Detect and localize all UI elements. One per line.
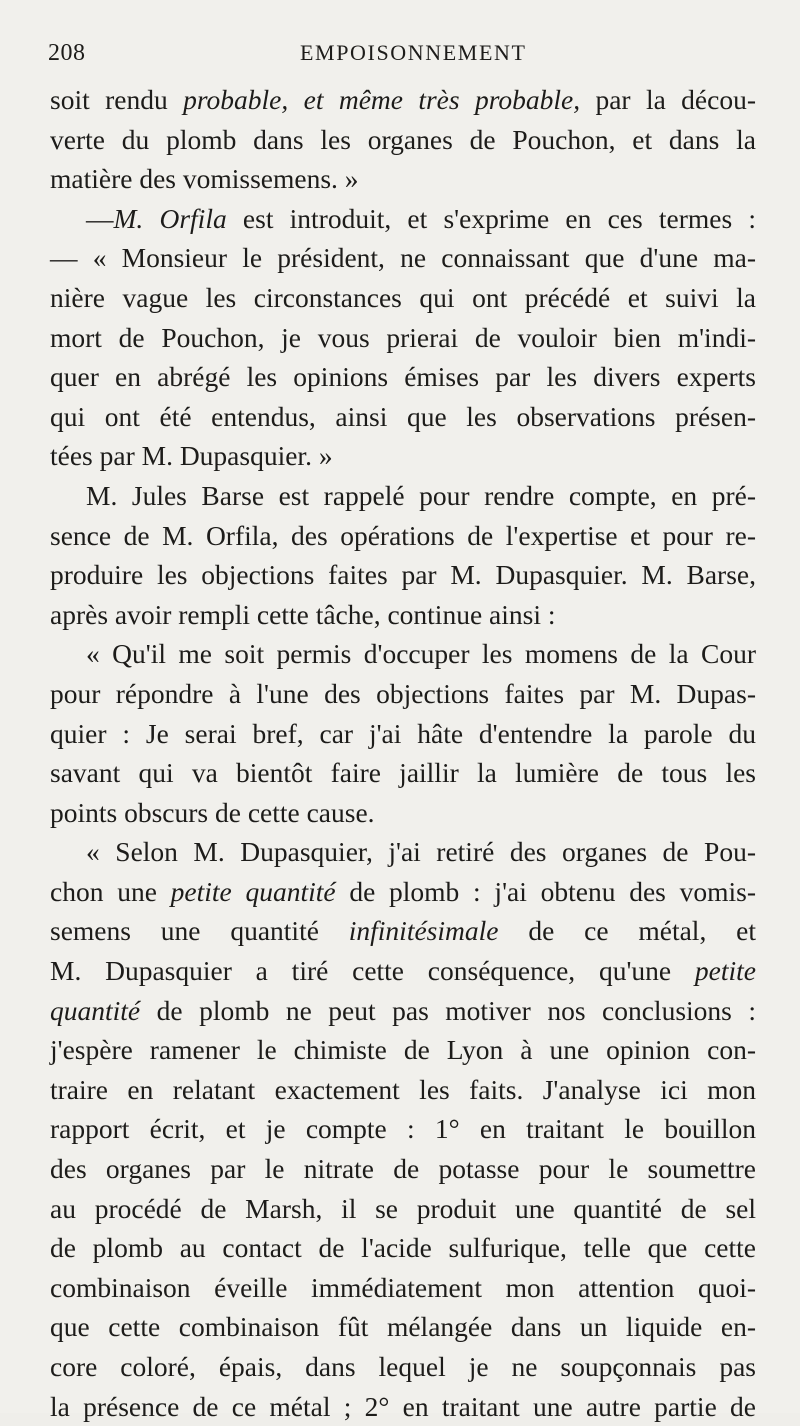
text-run: des organes par le nitrate de potasse pour le soumettre: [50, 1153, 756, 1185]
text-run: de plomb : j'ai obtenu des vomis-: [335, 875, 756, 907]
text-run: mort de Pouchon, je vous prierai de vouloir bien m'indi-: [50, 321, 756, 353]
text-run: tées par M. Dupasquier. »: [50, 440, 333, 472]
text-run: produire les objections faites par M. Dupasquier. M. Barse,: [50, 559, 756, 591]
text-line: [50, 238, 756, 278]
text-run: savant qui va bientôt faire jaillir la lumière de tous les: [50, 757, 756, 789]
text-run: « Qu'il me soit permis d'occuper les momens de la Cour: [86, 638, 756, 670]
text-line: [50, 951, 756, 991]
text-line: [50, 753, 756, 793]
text-run: matière des vomissemens. »: [50, 163, 359, 195]
italic-run: petite quantité: [170, 875, 336, 907]
text-run: traire en relatant exactement les faits. J'analyse ici mon: [50, 1073, 756, 1105]
text-line: [50, 318, 756, 358]
text-run: M. Dupasquier a tiré cette conséquence, qu'une: [50, 955, 695, 987]
text-run: que cette combinaison fût mélangée dans un liquide en-: [50, 1311, 756, 1343]
text-line: [50, 1070, 756, 1110]
text-line: [50, 634, 756, 674]
text-line: [50, 357, 756, 397]
text-run: qui ont été entendus, ainsi que les observations présen-: [50, 400, 756, 432]
text-run: nière vague les circonstances qui ont précédé et suivi la: [50, 281, 756, 313]
italic-run: quantité: [50, 994, 141, 1026]
text-run: sence de M. Orfila, des opérations de l'expertise et pour re-: [50, 519, 756, 551]
text-line: [50, 1030, 756, 1070]
text-run: de ce métal, et: [498, 915, 757, 947]
text-line: [50, 199, 756, 239]
text-line: [50, 120, 756, 160]
body-text: [50, 80, 756, 1426]
text-run: chon une: [50, 875, 171, 907]
text-run: après avoir rempli cette tâche, continue ainsi :: [50, 598, 556, 630]
text-line: [50, 1189, 756, 1229]
text-line: [50, 1347, 756, 1387]
text-line: [50, 516, 756, 556]
text-line: [50, 911, 756, 951]
text-run: j'espère ramener le chimiste de Lyon à une opinion con-: [50, 1034, 756, 1066]
italic-run: probable, et même très probable,: [183, 84, 581, 115]
text-run: la présence de ce métal ; 2° en traitant une autre partie de: [50, 1390, 756, 1422]
text-run: soit rendu: [50, 84, 184, 115]
text-run: — « Monsieur le président, ne connaissant que d'une ma-: [50, 242, 756, 274]
text-line: [50, 1228, 756, 1268]
text-run: core coloré, épais, dans lequel je ne soupçonnais pas: [50, 1351, 756, 1382]
text-run: quer en abrégé les opinions émises par les divers experts: [50, 361, 756, 393]
text-line: [50, 1268, 756, 1308]
text-line: [50, 555, 756, 595]
text-run: de plomb ne peut pas motiver nos conclusions :: [140, 994, 756, 1026]
text-line: [50, 1109, 756, 1149]
text-line: [50, 436, 756, 476]
text-line: [50, 1387, 756, 1426]
text-run: combinaison éveille immédiatement mon attention quoi-: [50, 1271, 756, 1303]
text-run: pour répondre à l'une des objections faites par M. Dupas-: [50, 677, 756, 709]
text-run: quier : Je serai bref, car j'ai hâte d'entendre la parole du: [50, 717, 756, 749]
text-run: semens une quantité: [50, 915, 349, 947]
text-line: [50, 595, 756, 635]
text-run: par la décou-: [580, 84, 756, 115]
text-line: [50, 714, 756, 754]
italic-run: petite: [694, 955, 756, 987]
running-head: EMPOISONNEMENT: [300, 40, 527, 65]
text-run: est introduit, et s'exprime en ces termes :: [226, 202, 757, 234]
text-run: rapport écrit, et je compte : 1° en traitant le bouillon: [50, 1113, 756, 1145]
text-line: [50, 476, 756, 516]
text-line: [50, 397, 756, 437]
text-run: verte du plomb dans les organes de Pouchon, et dans la: [50, 123, 756, 155]
text-line: [50, 872, 756, 912]
italic-run: M. Orfila: [113, 202, 227, 234]
text-run: M. Jules Barse est rappelé pour rendre compte, en pré-: [86, 479, 756, 511]
text-line: [50, 674, 756, 714]
text-run: points obscurs de cette cause.: [50, 796, 375, 828]
text-line: [50, 1307, 756, 1347]
text-line: [50, 793, 756, 833]
page-number: 208: [48, 40, 86, 66]
text-line: [50, 991, 756, 1031]
text-run: —: [86, 202, 114, 234]
text-run: « Selon M. Dupasquier, j'ai retiré des organes de Pou-: [86, 836, 756, 868]
text-line: [50, 1149, 756, 1189]
text-line: [50, 278, 756, 318]
text-line: [50, 832, 756, 872]
text-run: de plomb au contact de l'acide sulfurique, telle que cette: [50, 1232, 756, 1264]
text-line: [50, 159, 756, 199]
text-run: au procédé de Marsh, il se produit une quantité de sel: [50, 1192, 756, 1224]
text-line: [50, 80, 756, 120]
italic-run: infinitésimale: [348, 915, 499, 947]
